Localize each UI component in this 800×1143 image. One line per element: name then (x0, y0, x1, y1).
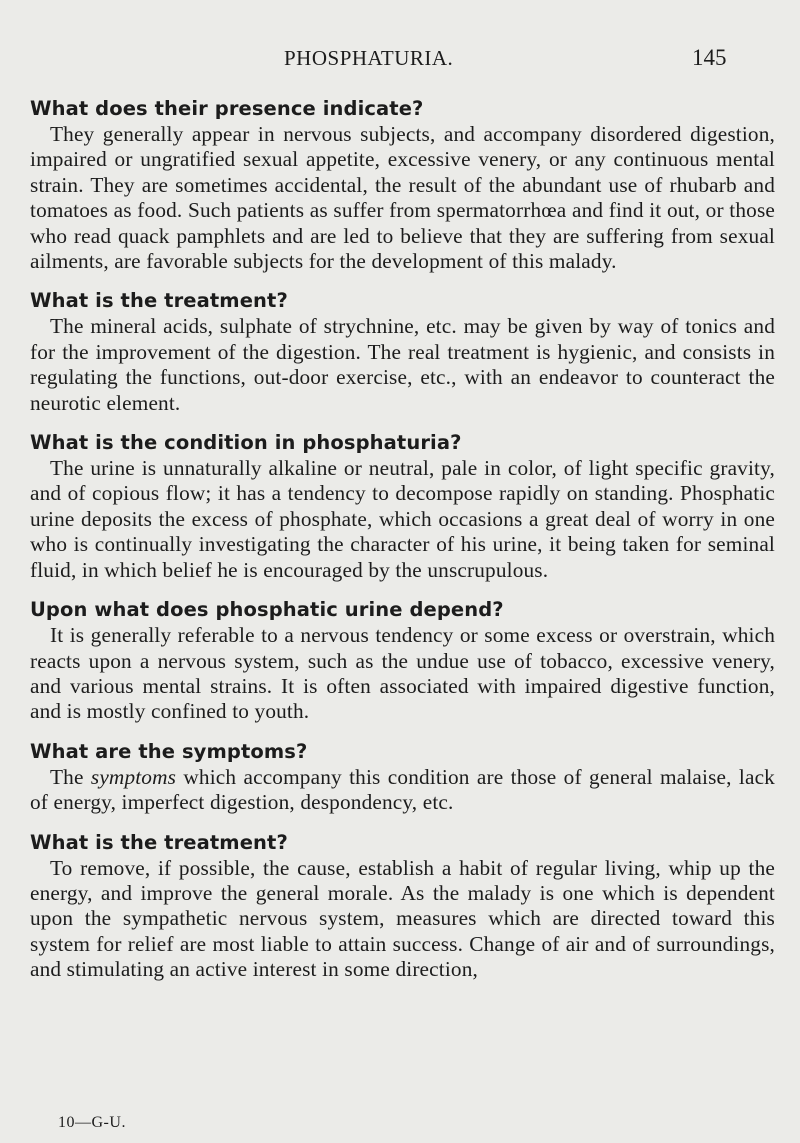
signature-mark: 10—G-U. (58, 1114, 126, 1131)
answer-paragraph: The mineral acids, sulphate of strychnine, etc. may be given by way of tonics and for the improvement of the digestion. The real treatment is hygienic, and consists in regulating the functions, out-door exercise, etc., with an endeavor to counteract the neurotic element. (30, 314, 775, 415)
running-title: PHOSPHATURIA. (284, 46, 454, 70)
answer-text-suffix: which accompany this condition are those of general malaise, lack of energy, imperfect digestion, despondency, etc. (30, 764, 775, 815)
answer-paragraph (30, 765, 775, 816)
question-heading: What is the condition in phosphaturia? (30, 431, 462, 455)
question-heading: What are the symptoms? (30, 739, 308, 763)
qa-section-condition (30, 430, 775, 583)
page-number: 145 (692, 45, 727, 70)
question-heading: Upon what does phosphatic urine depend? (30, 598, 504, 622)
answer-paragraph: It is generally referable to a nervous tendency or some excess or overstrain, which reacts upon a nervous system, such as the undue use of tobacco, excessive venery, and various mental strains. It is often associated with impaired digestive function, and is mostly confined to youth. (30, 623, 775, 724)
question-heading: What does their presence indicate? (30, 97, 424, 120)
qa-section-presence (30, 96, 775, 274)
answer-paragraph: The urine is unnaturally alkaline or neutral, pale in color, of light specific gravity, and of copious flow; it has a tendency to decompose rapidly on standing. Phosphatic urine deposits the excess of phosphate, which occasions a great deal of worry in one who is continually investigating the character of his urine, it being taken for seminal fluid, in which belief he is encouraged by the unscrupulous. (30, 456, 775, 582)
answer-paragraph: They generally appear in nervous subjects, and accompany disordered digestion, impaired or ungratified sexual appetite, excessive venery, or any continuous mental strain. They are sometimes accidental, the result of the abundant use of rhubarb and tomatoes as food. Such patients as suffer from spermatorrhœa and find it out, or those who read quack pamphlets and are led to believe that they are suffering from sexual ailments, are favorable subjects for the development of this malady. (30, 122, 775, 274)
emphasized-term: symptoms (90, 764, 177, 789)
qa-section-treatment-2 (30, 830, 775, 983)
answer-text-prefix: The (50, 764, 91, 789)
qa-section-symptoms (30, 739, 775, 816)
question-heading: What is the treatment? (30, 289, 288, 313)
qa-section-dependence (30, 597, 775, 725)
answer-paragraph: To remove, if possible, the cause, establish a habit of regular living, whip up the energy, and improve the general morale. As the malady is one which is dependent upon the sympathetic nervous system, measures which are directed toward this system for relief are most liable to attain success. Change of air and of surroundings, and stimulating an active interest in some direction, (30, 855, 775, 982)
qa-section-treatment-1 (30, 288, 775, 416)
question-heading: What is the treatment? (30, 830, 288, 854)
page-body (30, 96, 775, 997)
running-head (0, 46, 800, 76)
